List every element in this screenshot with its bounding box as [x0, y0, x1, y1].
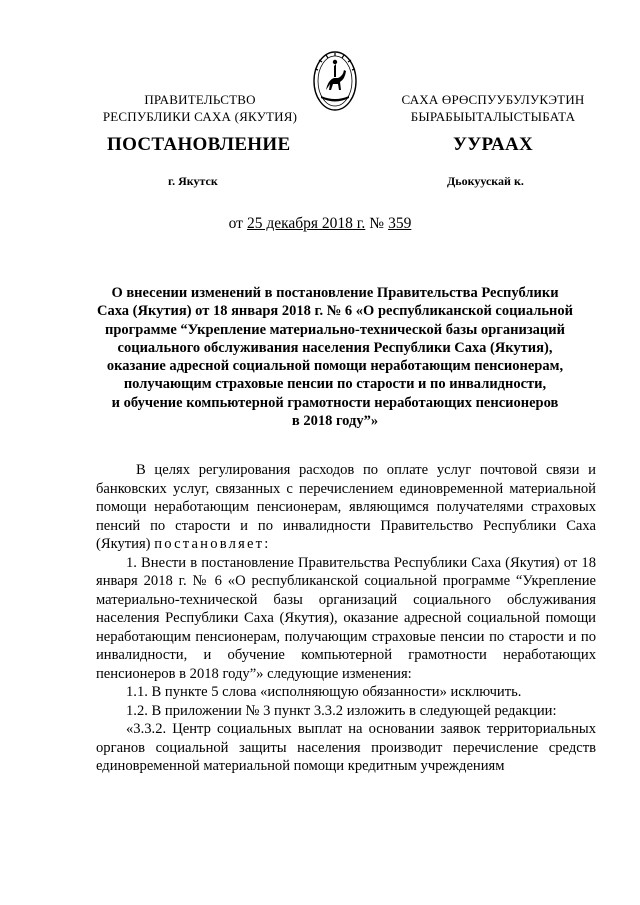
org-right-line-1: САХА ӨРӨСПУУБУЛУКЭТИН — [401, 92, 585, 107]
date-prefix: от — [228, 215, 243, 232]
document-number: 359 — [388, 215, 412, 232]
document-title — [95, 284, 575, 430]
document-body — [96, 461, 596, 776]
item-3-3-2-paragraph: «3.3.2. Центр социальных выплат на основании заявок территориальных органов социальной защиты населения производит перечисление средств единовременной материальной помощи кредитным учреждениям — [96, 721, 596, 774]
org-right-line-2: БЫРАБЫЫТАЛЫСТЫБАТА — [410, 109, 576, 124]
government-name-russian — [95, 91, 305, 125]
org-left-line-1: ПРАВИТЕЛЬСТВО — [144, 92, 256, 107]
city-russian: г. Якутск — [168, 174, 218, 188]
decree-word: постановляет: — [154, 536, 271, 552]
item-1-paragraph: 1. Внести в постановление Правительства Республики Саха (Якутия) от 18 января 2018 г. № 6 «О республиканской социальной программе “Укрепление материально-технической базы организаций социального обслуживания населения Республики Саха (Якутия), оказание адресной социальной помощи неработающим пенсионерам, получающим страховые пенсии по старости и по инвалидности, и обучение компьютерной грамотности неработающих пенсионеров в 2018 году”» следующие изменения: — [96, 554, 596, 682]
item-1-1-paragraph: 1.1. В пункте 5 слова «исполняющую обязанности» исключить. — [126, 684, 522, 700]
org-left-line-2: РЕСПУБЛИКИ САХА (ЯКУТИЯ) — [102, 109, 298, 124]
coat-of-arms-emblem-icon — [312, 50, 358, 112]
document-date: 25 декабря 2018 г. — [246, 215, 366, 232]
government-name-yakut — [388, 91, 598, 125]
title-line: получающим страховые пенсии по старости и по инвалидности, — [123, 376, 547, 393]
title-line: О внесении изменений в постановление Правительства Республики — [111, 285, 559, 301]
number-sign: № — [369, 215, 385, 232]
preamble-text: В целях регулирования расходов по оплате услуг почтовой связи и банковских услуг, связанных с перечислением единовременной материальной помощи неработающим пенсионерам, являющимся получателями страховых пенсий по старости и по инвалидности Правительство Республики Саха (Якутия) — [96, 462, 596, 552]
title-line: и обучение компьютерной грамотности неработающих пенсионеров — [111, 394, 559, 411]
document-date-number — [0, 215, 640, 233]
doc-type-russian: ПОСТАНОВЛЕНИЕ — [107, 134, 291, 155]
preamble-paragraph — [96, 461, 596, 554]
doc-type-yakut: УУРААХ — [453, 134, 534, 155]
title-line: социального обслуживания населения Республики Саха (Якутия), — [117, 339, 553, 356]
title-line: оказание адресной социальной помощи неработающим пенсионерам, — [106, 358, 564, 375]
title-line: программе “Укрепление материально-технической базы организаций — [105, 321, 565, 338]
title-line: Саха (Якутия) от 18 января 2018 г. № 6 «О республиканской социальной — [97, 303, 573, 320]
item-1-2-paragraph: 1.2. В приложении № 3 пункт 3.3.2 изложить в следующей редакции: — [126, 702, 557, 719]
city-yakut: Дьокуускай к. — [447, 174, 524, 188]
title-line: в 2018 году”» — [291, 413, 379, 430]
